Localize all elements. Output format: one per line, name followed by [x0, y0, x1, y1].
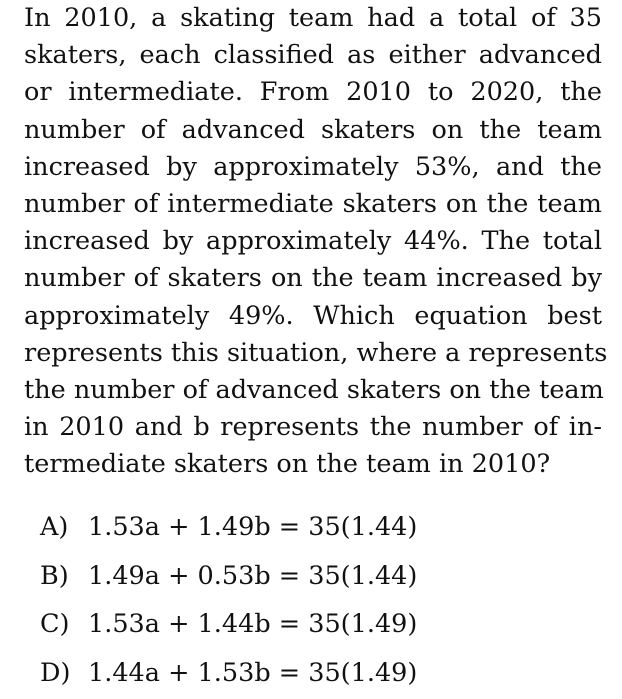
choice-letter: B): [40, 560, 69, 591]
question-line: number of advanced skaters on the team: [24, 114, 602, 145]
answer-choices: [40, 503, 600, 697]
answer-choice-a[interactable]: [40, 503, 600, 552]
question-line: termediate skaters on the team in 2010?: [24, 449, 551, 480]
answer-choice-b[interactable]: [40, 552, 600, 601]
choice-letter: D): [40, 657, 71, 688]
question-line: represents this situation, where a represents: [24, 337, 608, 368]
choice-equation: 1.49a + 0.53b = 35(1.44): [88, 560, 418, 591]
question-text: [24, 0, 608, 483]
answer-choice-d[interactable]: [40, 649, 600, 698]
choice-letter: A): [40, 512, 69, 542]
question-line: or intermediate. From 2010 to 2020, the: [24, 77, 602, 108]
question-line: number of intermediate skaters on the team: [24, 188, 602, 219]
choice-equation: 1.44a + 1.53b = 35(1.49): [88, 657, 418, 688]
question-line: the number of advanced skaters on the team: [24, 374, 604, 405]
choice-equation: 1.53a + 1.44b = 35(1.49): [88, 609, 418, 639]
question-line: in 2010 and b represents the number of in-: [24, 412, 602, 443]
question-line: approximately 49%. Which equation best: [24, 300, 602, 331]
question-line: increased by approximately 53%, and the: [24, 151, 602, 182]
question-line: skaters, each classified as either advanced: [24, 40, 602, 71]
choice-letter: C): [40, 609, 70, 639]
answer-choice-c[interactable]: [40, 600, 600, 649]
question-line: increased by approximately 44%. The total: [24, 226, 602, 257]
question-line: In 2010, a skating team had a total of 35: [24, 3, 602, 33]
question-line: number of skaters on the team increased by: [24, 263, 602, 294]
choice-equation: 1.53a + 1.49b = 35(1.44): [88, 512, 418, 542]
